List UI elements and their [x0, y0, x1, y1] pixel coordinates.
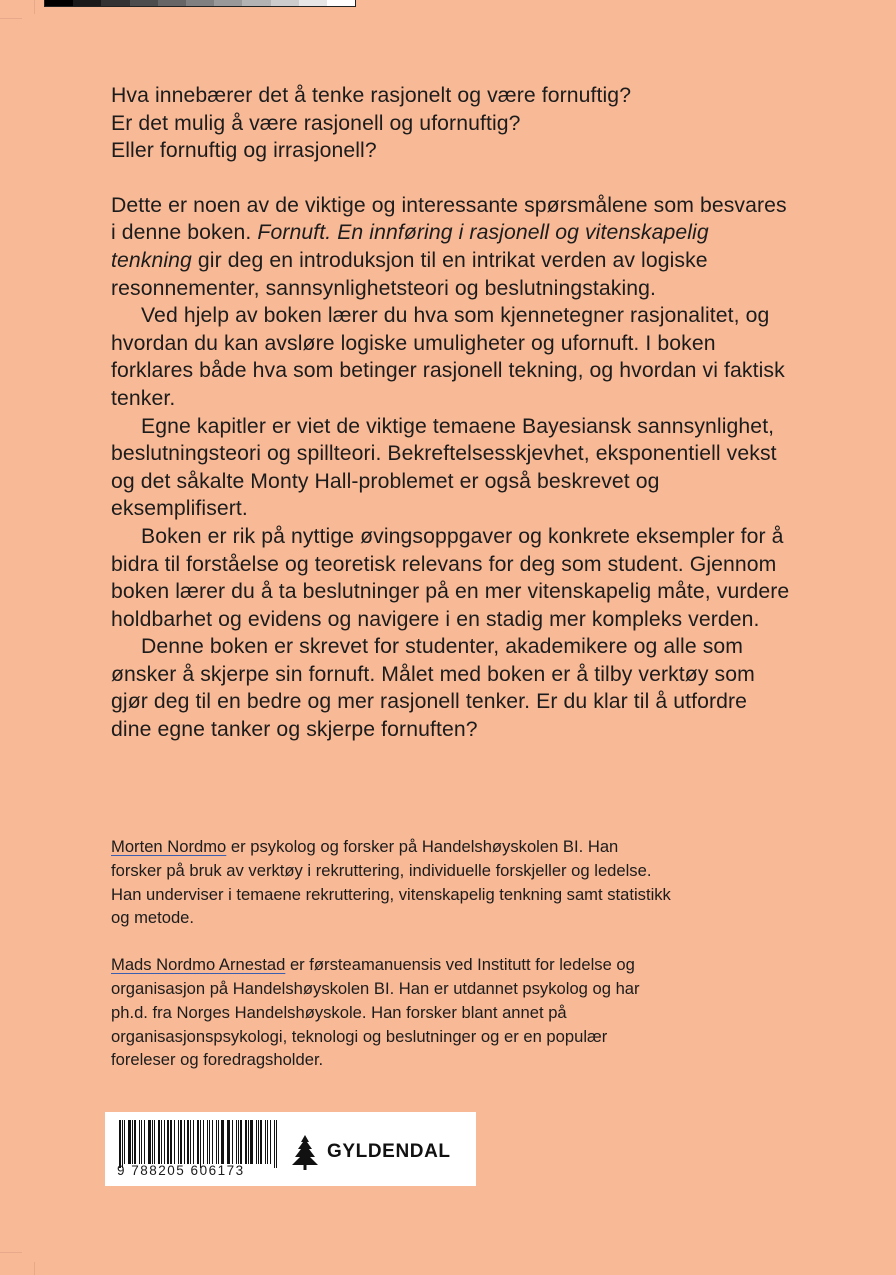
- barcode-bar: [209, 1120, 210, 1164]
- barcode-bar: [161, 1120, 162, 1164]
- color-swatch: [327, 0, 355, 6]
- barcode-bar: [227, 1120, 228, 1164]
- barcode-bar: [240, 1120, 242, 1164]
- barcode-bar: [245, 1120, 247, 1164]
- barcode-bar: [258, 1120, 259, 1164]
- barcode: [119, 1120, 279, 1164]
- color-swatch: [271, 0, 299, 6]
- publisher-logo: [291, 1134, 451, 1170]
- intro-line: Eller fornuftig og irrasjonell?: [111, 139, 377, 163]
- color-swatch: [299, 0, 327, 6]
- barcode-bar: [197, 1120, 199, 1164]
- barcode-bar: [274, 1120, 275, 1168]
- paragraph-exercises: Boken er rik på nyttige øvingsoppgaver og konkrete eksempler for å bidra til forståelse og teoretisk relevans for deg som student. Gjennom boken lærer du å ta beslutninger på en mer vitenskapelig måte, vurdere holdbarhet og evidens og navigere i en stadig mer kompleks verden.: [111, 524, 790, 631]
- paragraph-intro: [111, 192, 791, 302]
- paragraph-chapters: Egne kapitler er viet de viktige temaene Bayesiansk sannsynlighet, beslutningsteori og spillteori. Bekreftelsesskjevhet, eksponentiell vekst og det såkalte Monty Hall-problemet er også beskrevet og eksemplifisert.: [111, 414, 777, 521]
- author-bios: [111, 835, 671, 1095]
- barcode-bar: [250, 1120, 252, 1164]
- barcode-bar: [152, 1120, 153, 1164]
- publisher-name: GYLDENDAL: [327, 1141, 451, 1162]
- crop-mark-top-left: [0, 18, 22, 19]
- barcode-bar: [228, 1120, 230, 1164]
- barcode-bar: [256, 1120, 257, 1164]
- color-swatch: [242, 0, 270, 6]
- barcode-bar: [174, 1120, 175, 1164]
- barcode-bar: [238, 1120, 239, 1164]
- barcode-bar: [119, 1120, 121, 1168]
- barcode-bar: [276, 1120, 277, 1168]
- barcode-bar: [190, 1120, 191, 1164]
- color-swatch: [73, 0, 101, 6]
- barcode-bar: [203, 1120, 204, 1164]
- barcode-bar: [207, 1120, 209, 1164]
- intro-questions: [111, 82, 791, 165]
- barcode-bar: [260, 1120, 262, 1164]
- color-calibration-bar: [44, 0, 356, 7]
- author-bio-text: er førsteamanuensis ved Institutt for ledelse og organisasjon på Handelshøyskolen BI. Han er utdannet psykolog og har ph.d. fra Norges Handelshøyskole. Han forsker blant annet på organisasjonspsykologi, teknologi og beslutninger og er en populær foreleser og foredragsholder.: [111, 955, 640, 1070]
- barcode-bar: [212, 1120, 213, 1164]
- barcode-bar: [158, 1120, 160, 1164]
- barcode-bar: [170, 1120, 172, 1164]
- barcode-bar: [139, 1120, 140, 1164]
- barcode-bar: [236, 1120, 237, 1164]
- barcode-bar: [216, 1120, 218, 1164]
- barcode-bar: [178, 1120, 179, 1164]
- author-bio: [111, 835, 671, 930]
- barcode-bar: [193, 1120, 194, 1164]
- isbn-digits: 9 788205 606173: [117, 1163, 245, 1178]
- paragraph-audience: Denne boken er skrevet for studenter, akademikere og alle som ønsker å skjerpe sin fornuft. Målet med boken er å tilby verktøy som gjør deg til en bedre og mer rasjonell tenker. Er du klar til å utfordre dine egne tanker og skjerpe fornuften?: [111, 635, 755, 742]
- crop-mark-bottom-left: [0, 1252, 22, 1253]
- barcode-bar: [124, 1120, 125, 1164]
- author-bio: [111, 953, 671, 1072]
- barcode-bar: [164, 1120, 165, 1164]
- barcode-bar: [154, 1120, 155, 1164]
- barcode-bar: [248, 1120, 249, 1164]
- author-bio-text: er psykolog og forsker på Handelshøyskolen BI. Han forsker på bruk av verktøy i rekruttering, individuelle forskjeller og ledelse. Han underviser i temaene rekruttering, vitenskapelig tenkning samt statistikk og metode.: [111, 837, 671, 928]
- barcode-bar: [141, 1120, 142, 1164]
- barcode-panel: [105, 1112, 476, 1186]
- barcode-bar: [187, 1120, 189, 1164]
- author-name: Morten Nordmo: [111, 837, 227, 856]
- barcode-bar: [232, 1120, 233, 1164]
- barcode-bar: [122, 1120, 123, 1168]
- barcode-bar: [265, 1120, 266, 1164]
- color-swatch: [186, 0, 214, 6]
- spruce-tree-icon: [291, 1134, 319, 1170]
- intro-line: Er det mulig å være rasjonell og ufornuftig?: [111, 111, 521, 135]
- crop-mark-top-vertical: [34, 0, 35, 14]
- intro-line: Hva innebærer det å tenke rasjonelt og være fornuftig?: [111, 84, 632, 107]
- paragraph-rationality: Ved hjelp av boken lærer du hva som kjennetegner rasjonalitet, og hvordan du kan avsløre logiske umuligheter og ufornuft. I boken forklares både hva som betinger rasjonell tekning, og hvordan vi faktisk tenker.: [111, 304, 785, 410]
- back-cover-text: [111, 82, 791, 744]
- barcode-bar: [144, 1120, 146, 1164]
- color-swatch: [45, 0, 73, 6]
- book-title: Fornuft. En innføring i rasjonell og vitenskapelig tenkning: [111, 221, 709, 272]
- color-swatch: [158, 0, 186, 6]
- barcode-bar: [200, 1120, 201, 1168]
- barcode-bar: [218, 1120, 219, 1164]
- barcode-bar: [167, 1120, 169, 1164]
- color-swatch: [130, 0, 158, 6]
- color-swatch: [101, 0, 129, 6]
- barcode-bar: [221, 1120, 223, 1164]
- barcode-bar: [180, 1120, 182, 1164]
- barcode-bar: [184, 1120, 185, 1164]
- paragraph-text: Dette er noen av de viktige og interessante spørsmålene som besvares i denne boken.: [111, 193, 787, 245]
- description: [111, 192, 791, 744]
- barcode-bar: [267, 1120, 268, 1164]
- crop-mark-bottom-vertical: [34, 1262, 35, 1275]
- barcode-bar: [270, 1120, 272, 1164]
- barcode-bar: [132, 1120, 133, 1164]
- barcode-bar: [134, 1120, 136, 1164]
- barcode-bar: [148, 1120, 150, 1164]
- color-swatch: [214, 0, 242, 6]
- author-name: Mads Nordmo Arnestad: [111, 955, 286, 975]
- barcode-bar: [128, 1120, 130, 1164]
- paragraph-text: gir deg en introduksjon til en intrikat verden av logiske resonnementer, sannsynlighetsteori og beslutningstaking.: [111, 248, 708, 300]
